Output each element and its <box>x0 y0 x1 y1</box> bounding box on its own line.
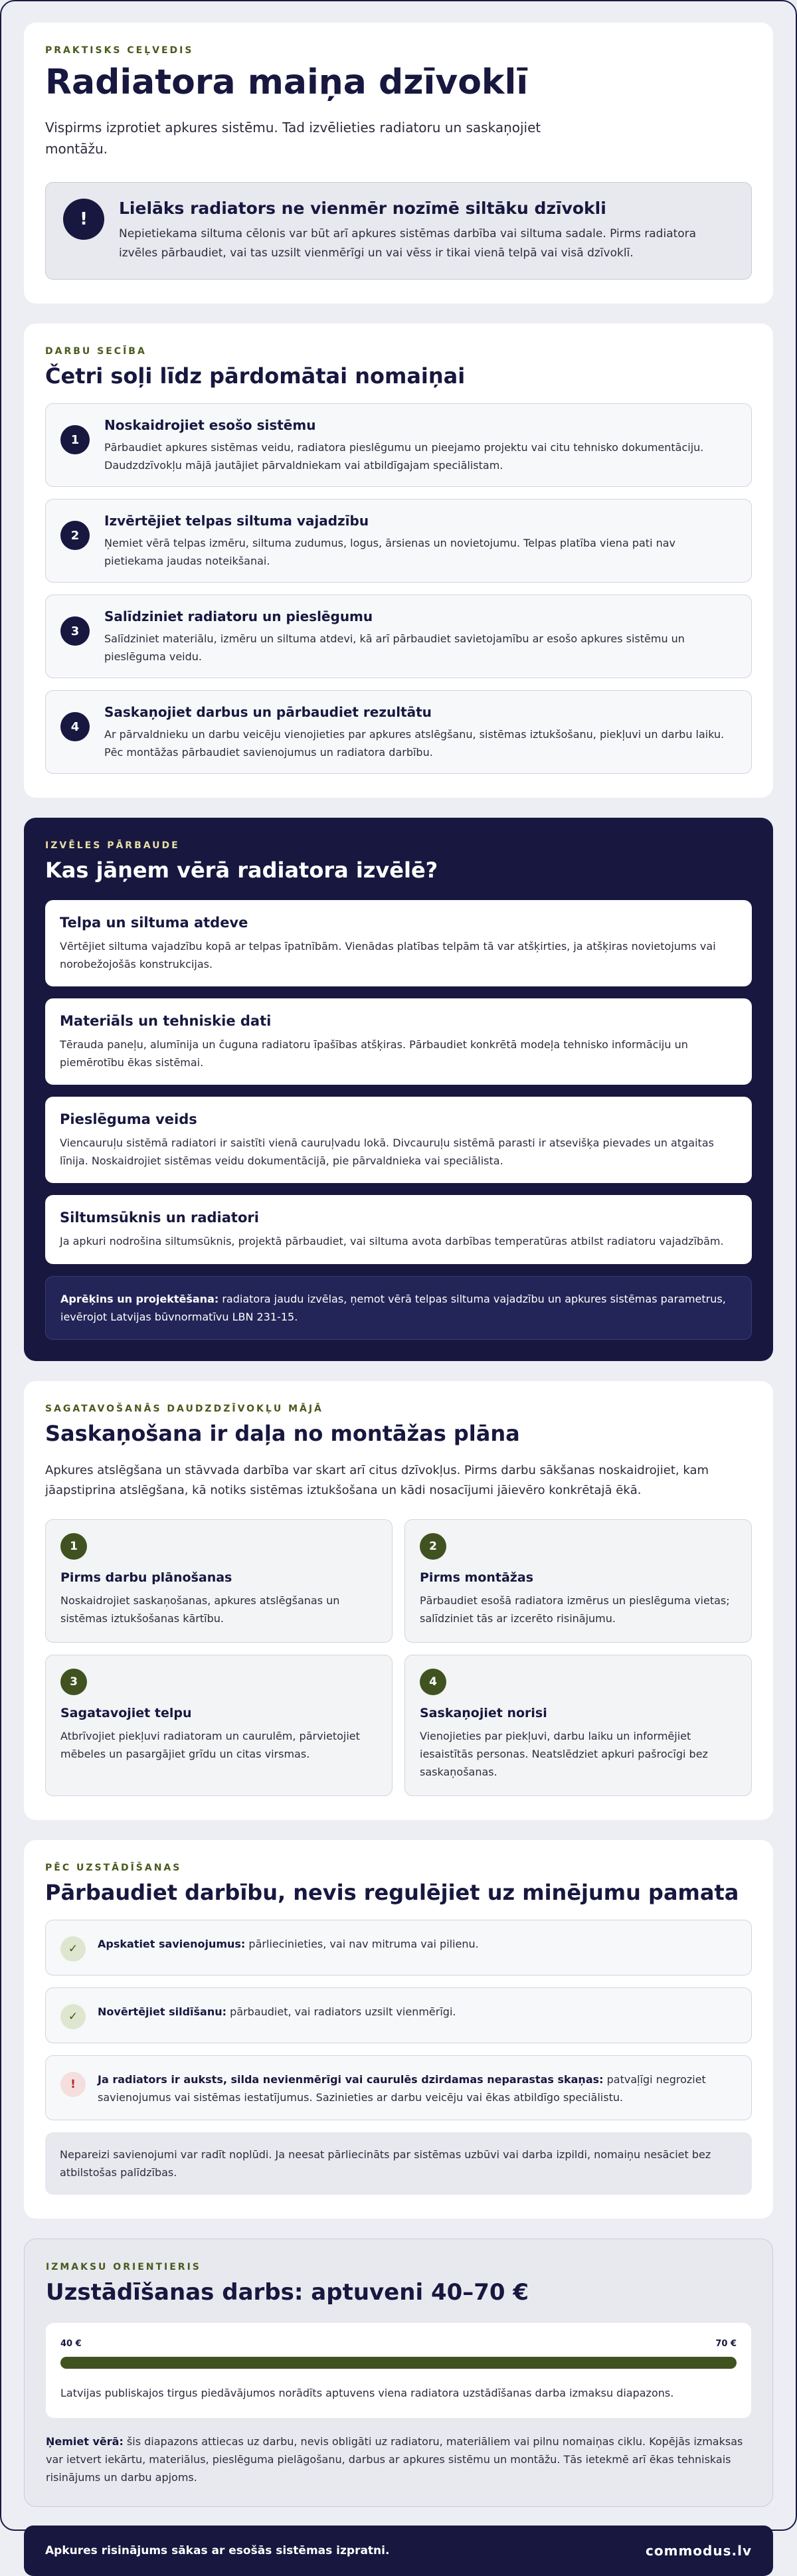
tile-title: Sagatavojiet telpu <box>60 1706 192 1720</box>
tile-text: Vienojieties par piekļuvi, darbu laiku un informējiet iesaistītās personas. Neatslēdziet apkuri pašrocīgi bez saskaņošanas. <box>420 1730 708 1778</box>
factor-text: Viencauruļu sistēmā radiatori ir saistīti vienā cauruļvadu lokā. Divcauruļu sistēmā parasti ir atsevišķa pievades un atgaitas līnija. Noskaidrojiet sistēmas veidu dokumentācijā, pie pārvaldnieka vai speciālista. <box>60 1137 714 1167</box>
cost-note <box>46 2433 751 2486</box>
factor-title: Siltumsūknis un radiatori <box>60 1210 259 1226</box>
prep-tile <box>404 1655 752 1796</box>
check-item <box>45 1920 752 1976</box>
cost-note-label: Ņemiet vērā: <box>46 2435 124 2448</box>
alert-icon: ! <box>63 199 104 240</box>
callout-body <box>119 199 734 263</box>
step-text: Salīdziniet materiālu, izmēru un siltuma atdevi, kā arī pārbaudiet savietojamību ar esošo apkures sistēmu un pieslēguma veidu. <box>104 632 685 663</box>
step-number-badge: 4 <box>60 712 90 741</box>
after-install-section <box>24 1840 773 2219</box>
prep-tile <box>404 1519 752 1643</box>
warning-item <box>45 2055 752 2120</box>
steps-title: Četri soļi līdz pārdomātai nomaiņai <box>45 363 466 389</box>
callout-text: Nepietiekama siltuma cēlonis var būt arī apkures sistēmas darbība vai siltuma sadale. Pirms radiatora izvēles pārbaudiet, vai tas uzsilt vienmērīgi un vai vēss ir tikai vienā telpā vai visā dzīvoklī. <box>119 227 697 260</box>
cost-note-text: šis diapazons attiecas uz darbu, nevis obligāti uz radiatoru, materiāliem vai pilnu nomaiņas ciklu. Kopējās izmaksas var ietvert iekārtu, materiālus, pieslēguma pielāgošanu, darbus ar apkures sistēmu un montāžu. Tās ietekmē arī ēkas tehniskais risinājums un darbu apjoms. <box>46 2435 743 2484</box>
check-label: Ja radiators ir auksts, silda nevienmērīgi vai caurulēs dzirdamas neparastas skaņas: <box>98 2073 604 2086</box>
warning-icon: ! <box>60 2072 86 2097</box>
check-text <box>98 2069 737 2106</box>
factor-card <box>45 998 752 1085</box>
step-title: Izvērtējiet telpas siltuma vajadzību <box>104 513 369 529</box>
factors-section <box>24 818 773 1361</box>
tile-number-badge: 4 <box>420 1669 446 1695</box>
factor-card <box>45 1097 752 1183</box>
calculation-note <box>45 1276 752 1340</box>
step-text: Ņemiet vērā telpas izmēru, siltuma zudumus, logus, ārsienas un novietojumu. Telpas platība viena pati nav pietiekama jaudas noteikšanai. <box>104 537 676 567</box>
check-detail: pārliecinieties, vai nav mitruma vai pilienu. <box>245 1938 479 1950</box>
cost-range-box <box>46 2323 751 2418</box>
brand-link[interactable]: commodus.lv <box>646 2543 752 2559</box>
footer-tagline: Apkures risinājums sākas ar esošās sistēmas izpratni. <box>45 2544 390 2557</box>
range-labels <box>60 2339 737 2349</box>
checkmark-icon: ✓ <box>60 2004 86 2029</box>
prep-tile <box>45 1655 393 1796</box>
factor-text: Tērauda paneļu, alumīnija un čuguna radiatoru īpašības atšķiras. Pārbaudiet konkrētā modeļa tehnisko informāciju un piemērotību ēkas sistēmai. <box>60 1038 688 1069</box>
cost-title: Uzstādīšanas darbs: aptuveni 40–70 € <box>46 2279 529 2306</box>
check-text <box>98 1934 479 1953</box>
factor-text: Ja apkuri nodrošina siltumsūknis, projektā pārbaudiet, vai siltuma avota darbības temperatūras atbilst radiatoru vajadzībām. <box>60 1235 724 1247</box>
hero-section <box>24 23 773 304</box>
leak-note: Nepareizi savienojumi var radīt noplūdi. Ja neesat pārliecināts par sistēmas uzbūvi vai darba izpildi, nomaiņu nesāciet bez atbilstošas palīdzības. <box>45 2132 752 2195</box>
prep-title: Saskaņošana ir daļa no montāžas plāna <box>45 1421 520 1446</box>
factor-title: Pieslēguma veids <box>60 1111 197 1127</box>
prep-lead: Apkures atslēgšana un stāvvada darbība var skart arī citus dzīvokļus. Pirms darbu sākšanas noskaidrojiet, kam jāapstiprina atslēgšana, kā notiks sistēmas iztukšošana un kādi nosacījumi jāievēro konkrētajā ēkā. <box>45 1463 709 1497</box>
check-item <box>45 1987 752 2043</box>
factor-card <box>45 1195 752 1264</box>
step-number-badge: 2 <box>60 521 90 550</box>
steps-eyebrow: DARBU SECĪBA <box>45 346 147 357</box>
cost-eyebrow: IZMAKSU ORIENTIERIS <box>46 2262 201 2272</box>
tile-text: Noskaidrojiet saskaņošanas, apkures atslēgšanas un sistēmas iztukšošanas kārtību. <box>60 1594 340 1625</box>
prep-grid <box>45 1519 752 1796</box>
factors-eyebrow: IZVĒLES PĀRBAUDE <box>45 840 180 851</box>
check-label: Novērtējiet sildīšanu: <box>98 2005 227 2018</box>
footer <box>24 2526 773 2576</box>
calculation-note-text: radiatora jaudu izvēlas, ņemot vērā telpas siltuma vajadzību un apkures sistēmas parametrus, ievērojot Latvijas būvnormatīvu LBN 231-15. <box>60 1293 726 1323</box>
step-title: Saskaņojiet darbus un pārbaudiet rezultātu <box>104 704 432 720</box>
calculation-note-label: Aprēķins un projektēšana: <box>60 1293 219 1305</box>
check-label: Apskatiet savienojumus: <box>98 1938 246 1950</box>
step-item <box>45 403 752 487</box>
tile-title: Pirms montāžas <box>420 1570 533 1585</box>
step-number-badge: 3 <box>60 616 90 646</box>
tile-number-badge: 3 <box>60 1669 87 1695</box>
check-text <box>98 2001 456 2021</box>
page-title: Radiatora maiņa dzīvoklī <box>45 62 529 102</box>
check-detail: pārbaudiet, vai radiators uzsilt vienmērīgi. <box>226 2005 456 2018</box>
tile-number-badge: 1 <box>60 1533 87 1560</box>
range-description: Latvijas publiskajos tirgus piedāvājumos norādīts aptuvens viena radiatora uzstādīšanas darba izmaksu diapazons. <box>60 2387 674 2399</box>
check-detail: patvaļīgi negroziet savienojumus vai sistēmas iestatījumus. Sazinieties ar darbu veicēju vai ēkas atbildīgo speciālistu. <box>98 2073 706 2104</box>
preparation-section <box>24 1381 773 1820</box>
step-item <box>45 690 752 774</box>
cost-section <box>24 2239 773 2507</box>
prep-tile <box>45 1519 393 1643</box>
hero-eyebrow: PRAKTISKS CEĻVEDIS <box>45 45 194 56</box>
callout-title: Lielāks radiators ne vienmēr nozīmē siltāku dzīvokli <box>119 199 606 218</box>
factor-card <box>45 900 752 986</box>
hero-lead: Vispirms izprotiet apkures sistēmu. Tad izvēlieties radiatoru un saskaņojiet montāžu. <box>45 120 541 157</box>
step-text: Pārbaudiet apkures sistēmas veidu, radiatora pieslēgumu un pieejamo projektu vai citu tehnisko dokumentāciju. Daudzdzīvokļu mājā jautājiet pārvaldniekam vai atbildīgajam speciālistam. <box>104 441 704 472</box>
step-number-badge: 1 <box>60 425 90 454</box>
tile-title: Saskaņojiet norisi <box>420 1706 547 1720</box>
tile-title: Pirms darbu plānošanas <box>60 1570 232 1585</box>
factor-text: Vērtējiet siltuma vajadzību kopā ar telpas īpatnībām. Vienādas platības telpām tā var atšķirties, ja atšķiras novietojums vai norobežojošās konstrukcijas. <box>60 940 716 970</box>
range-min-label: 40 € <box>60 2339 82 2349</box>
after-eyebrow: PĒC UZSTĀDĪŠANAS <box>45 1863 182 1873</box>
factor-title: Materiāls un tehniskie dati <box>60 1013 272 1029</box>
step-text: Ar pārvaldnieku un darbu veicēju vienojieties par apkures atslēgšanu, sistēmas iztukšošanu, piekļuvi un darbu laiku. Pēc montāžas pārbaudiet savienojumus un radiatora darbību. <box>104 728 725 759</box>
factor-title: Telpa un siltuma atdeve <box>60 915 248 931</box>
step-title: Salīdziniet radiatoru un pieslēgumu <box>104 608 373 624</box>
step-item <box>45 595 752 678</box>
tile-text: Pārbaudiet esošā radiatora izmērus un pieslēguma vietas; salīdziniet tās ar izcerēto risinājumu. <box>420 1594 730 1625</box>
range-max-label: 70 € <box>715 2339 737 2349</box>
warning-callout <box>45 182 752 280</box>
tile-number-badge: 2 <box>420 1533 446 1560</box>
step-item <box>45 499 752 583</box>
prep-eyebrow: SAGATAVOŠANĀS DAUDZDZĪVOKĻU MĀJĀ <box>45 1404 323 1414</box>
after-title: Pārbaudiet darbību, nevis regulējiet uz minējumu pamata <box>45 1880 739 1905</box>
factors-title: Kas jāņem vērā radiatora izvēlē? <box>45 858 438 883</box>
range-bar <box>60 2357 737 2369</box>
range-bar-fill <box>60 2357 737 2369</box>
tile-text: Atbrīvojiet piekļuvi radiatoram un caurulēm, pārvietojiet mēbeles un pasargājiet grīdu un citas virsmas. <box>60 1730 360 1760</box>
step-title: Noskaidrojiet esošo sistēmu <box>104 417 316 433</box>
checkmark-icon: ✓ <box>60 1936 86 1962</box>
steps-section <box>24 323 773 798</box>
